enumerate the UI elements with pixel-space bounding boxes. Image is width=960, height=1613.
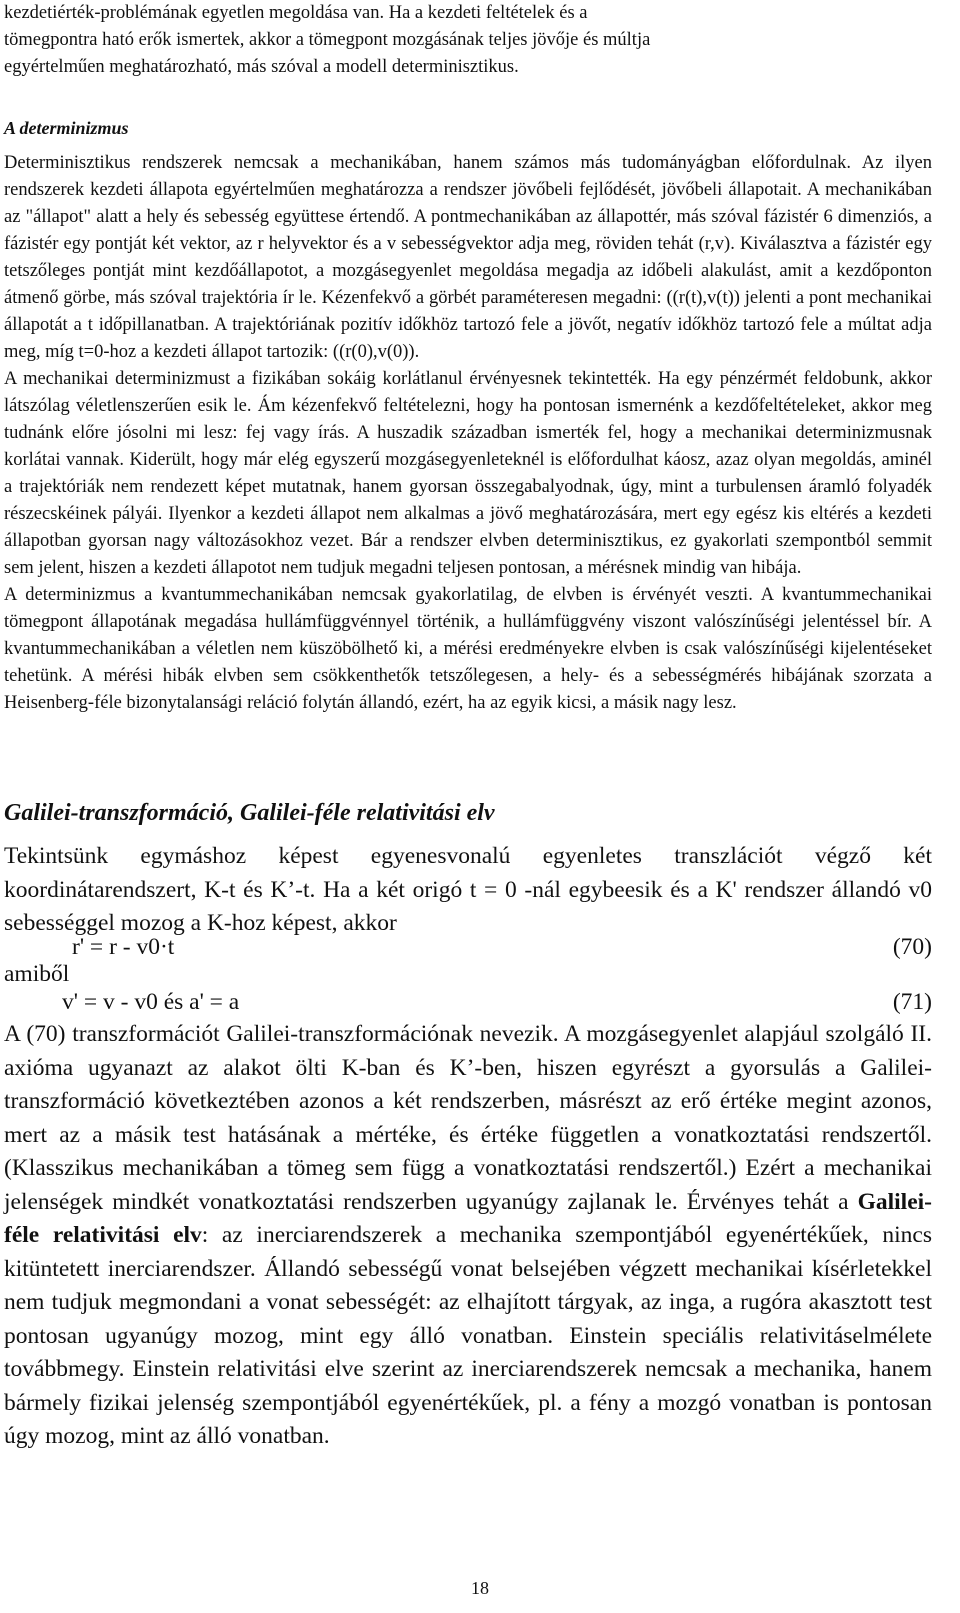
intro-line-2: tömegpontra ható erők ismertek, akkor a tömegpont mozgásának teljes jövője és múltja [4,30,651,50]
intro-paragraph [4,0,932,81]
galilei-body [4,1018,932,1454]
amibol-text: amiből [4,961,70,987]
galilei-intro-paragraph [4,840,932,941]
determinism-paragraph-3: A determinizmus a kvantummechanikában nemcsak gyakorlatilag, de elvben is érvényét veszti. A kvantummechanikai tömegpont állapotának megadása hullámfüggvénnyel történik, a hullámfüggvény viszont valószínűségi jelentéssel bír. A kvantummechanikában a véletlen nem küszöbölhető ki, a mérési eredményekre elvben is csak valószínűségi kijelentéseket tehetünk. A mérési hibák elvben sem csökkenthetők tetszőlegesen, a hely- és a sebességmérés hibájának szorzata a Heisenberg-féle bizonytalansági reláció folytán állandó, ezért, ha az egyik kicsi, a másik nagy lesz. [4,585,932,713]
determinism-paragraph-1: Determinisztikus rendszerek nemcsak a mechanikában, hanem számos más tudományágban előfordulnak. Az ilyen rendszerek kezdeti állapota egyértelműen meghatározza a rendszer jövőbeli fejlődését, jövőbeli állapotait. A mechanikában az "állapot" alatt a hely és sebesség együttese értendő. A pontmechanikában az állapottér, más szóval fázistér 6 dimenziós, a fázistér egy pontját két vektor, az r helyvektor és a v sebességvektor adja meg, röviden tehát (r,v). Kiválasztva a fázistér egy tetszőleges pontját mint kezdőállapotot, a mozgásegyenlet megoldása megadja az időbeli alakulást, amit a kezdőponton átmenő görbe, más szóval trajektória ír le. Kézenfekvő a görbét paraméteresen megadni: ((r(t),v(t)) jelenti a pont mechanikai állapotát a t időpillanatban. A trajektóriának pozitív időkhöz tartozó fele a jövőt, negatív időkhöz tartozó fele a múltat adja meg, míg t=0-hoz a kezdeti állapot tartozik: ((r(0),v(0)). [4,153,932,362]
galilei-paragraph-2-end: : az inerciarendszerek a mechanika szempontjából egyenértékűek, nincs kitüntetett inerciarendszer. Állandó sebességű vonat belsejében végzett mechanikai kísérletekkel nem tudjuk megmondani a vonat sebességét: az elhajított tárgyak, az inga, a rugóra akasztott test pontosan ugyanúgy mozog, mint egy álló vonatban. Einstein speciális relativitáselmélete továbbmegy. Einstein relativitási elve szerint az inerciarendszerek nemcsak a mechanika, hanem bármely fizikai jelenség szempontjából egyenértékűek, pl. a fény a mozgó vonatban is pontosan úgy mozog, mint az álló vonatban. [4,1222,932,1449]
equation-70: r' = r - v0·t [72,934,175,960]
equation-71-number: (71) [892,989,932,1015]
galilei-paragraph-2 [4,1018,932,1454]
equation-71: v' = v - v0 és a' = a [62,989,240,1015]
equation-70-number: (70) [892,934,932,960]
intro-line-3: egyértelműen meghatározható, más szóval a modell determinisztikus. [4,57,519,77]
page-number: 18 [471,1578,489,1598]
galilei-heading: Galilei-transzformáció, Galilei-féle relativitási elv [4,800,495,826]
determinism-heading: A determinizmus [4,118,129,138]
galilei-paragraph-2-start: A (70) transzformációt Galilei-transzformációnak nevezik. A mozgásegyenlet alapjául szolgáló II. axióma ugyanazt az alakot ölti K-ban és K’-ben, hiszen egyrészt a gyorsulás a Galilei-transzformáció következtében azonos a két rendszerben, másrészt az erő értéke megint azonos, mert az a másik test hatásának a mértéke, és értéke független a vonatkoztatási rendszertől. (Klasszikus mechanikában a tömeg sem függ a vonatkoztatási rendszertől.) Ezért a mechanikai jelenségek mindkét vonatkoztatási rendszerben ugyanúgy zajlanak le. Érvényes tehát a [4,1021,932,1215]
galilei-paragraph-1: Tekintsünk egymáshoz képest egyenesvonalú egyenletes transzlációt végző két koordinátarendszert, K-t és K’-t. Ha a két origó t = 0 -nál egybeesik és a K' rendszer állandó v0 sebességgel mozog a K-hoz képest, akkor [4,843,932,936]
determinism-paragraph-2: A mechanikai determinizmust a fizikában sokáig korlátlanul érvényesnek tekintették. Ha egy pénzérmét feldobunk, akkor látszólag véletlenszerűen esik le. Ám kézenfekvő feltételezni, hogy ha pontosan ismernénk a kezdőfeltételeket, akkor meg tudnánk előre jósolni mi lesz: fej vagy írás. A huszadik században ismerték fel, hogy a mechanikai determinizmusnak korlátai vannak. Kiderült, hogy már elég egyszerű mozgásegyenleteknél is előfordulhat káosz, azaz olyan megoldás, aminél a trajektóriák nem rendezett képet mutatnak, hanem gyorsan összegabalyodnak, úgy, mint a turbulensen áramló folyadék részecskéinek pályái. Ilyenkor a kezdeti állapot nem alkalmas a jövő meghatározására, mert egy egész kis eltérés a kezdeti állapotban gyorsan nagy változásokhoz vezet. Bár a rendszer elvben determinisztikus, ez gyakorlati szempontból semmit sem jelent, hiszen a kezdeti állapotot nem tudjuk megadni teljesen pontosan, a mérésnek mindig van hibája. [4,369,932,578]
galilei-relativity-principle: Galilei-féle relativitási elv [4,1188,932,1248]
determinism-body [4,150,932,717]
intro-line-1: kezdetiérték-problémának egyetlen megoldása van. Ha a kezdeti feltételek és a [4,3,588,23]
